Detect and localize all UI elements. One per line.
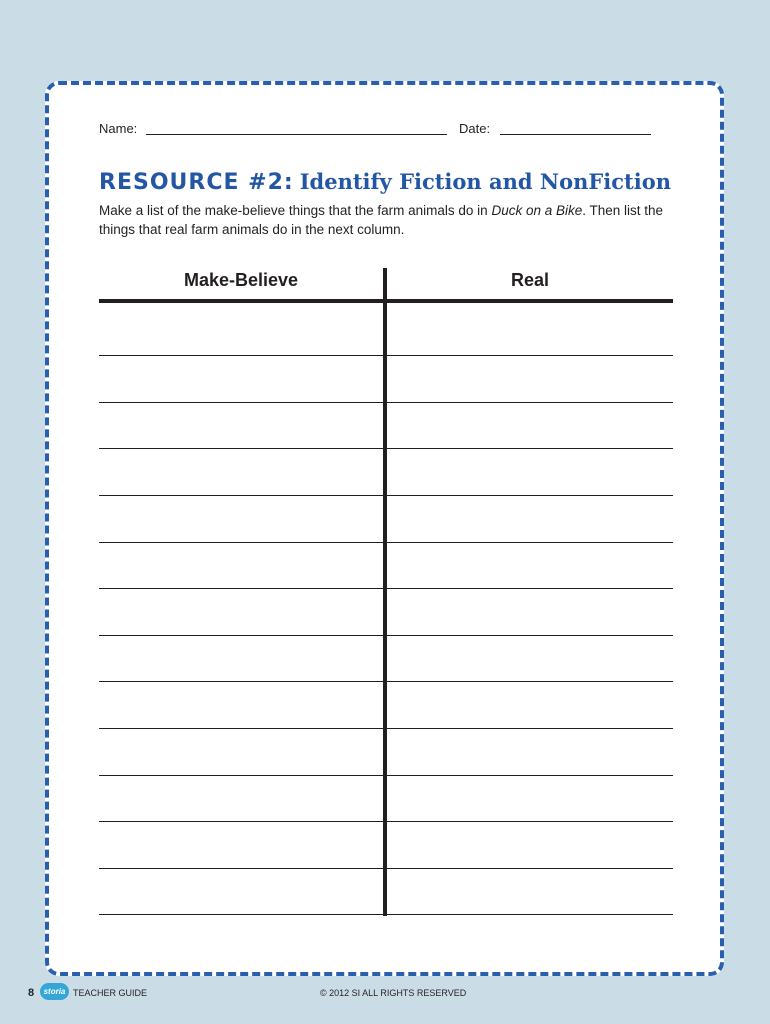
write-in-line[interactable] bbox=[99, 868, 673, 869]
page-title bbox=[99, 162, 671, 194]
title-topic: Identify Fiction and NonFiction bbox=[299, 169, 671, 194]
instructions bbox=[99, 201, 679, 239]
write-in-line[interactable] bbox=[99, 402, 673, 403]
write-in-line[interactable] bbox=[99, 542, 673, 543]
write-in-line[interactable] bbox=[99, 775, 673, 776]
write-in-line[interactable] bbox=[99, 448, 673, 449]
write-in-line[interactable] bbox=[99, 914, 673, 915]
date-label: Date: bbox=[459, 121, 491, 136]
write-in-line[interactable] bbox=[99, 588, 673, 589]
write-in-line[interactable] bbox=[99, 728, 673, 729]
storia-logo: storia bbox=[40, 983, 69, 1000]
column-divider bbox=[383, 268, 387, 916]
footer-guide-label: TEACHER GUIDE bbox=[73, 988, 148, 998]
title-resource-number: RESOURCE #2: bbox=[99, 170, 294, 195]
write-in-line[interactable] bbox=[99, 495, 673, 496]
write-in-line[interactable] bbox=[99, 821, 673, 822]
write-in-line[interactable] bbox=[99, 635, 673, 636]
write-in-line[interactable] bbox=[99, 681, 673, 682]
column-header-real: Real bbox=[510, 270, 550, 290]
page-number: 8 bbox=[28, 987, 35, 999]
date-field[interactable] bbox=[500, 134, 651, 135]
column-header-make-believe: Make-Believe bbox=[183, 270, 299, 290]
instructions-after: . Then list the things that real farm animals do in the next column. bbox=[99, 203, 664, 237]
instructions-before: Make a list of the make-believe things that the farm animals do in bbox=[99, 203, 492, 218]
book-title: Duck on a Bike bbox=[491, 203, 583, 218]
footer-copyright: © 2012 SI ALL RIGHTS RESERVED bbox=[320, 988, 467, 998]
write-in-line[interactable] bbox=[99, 355, 673, 356]
name-label: Name: bbox=[99, 121, 138, 136]
name-field[interactable] bbox=[146, 134, 447, 135]
